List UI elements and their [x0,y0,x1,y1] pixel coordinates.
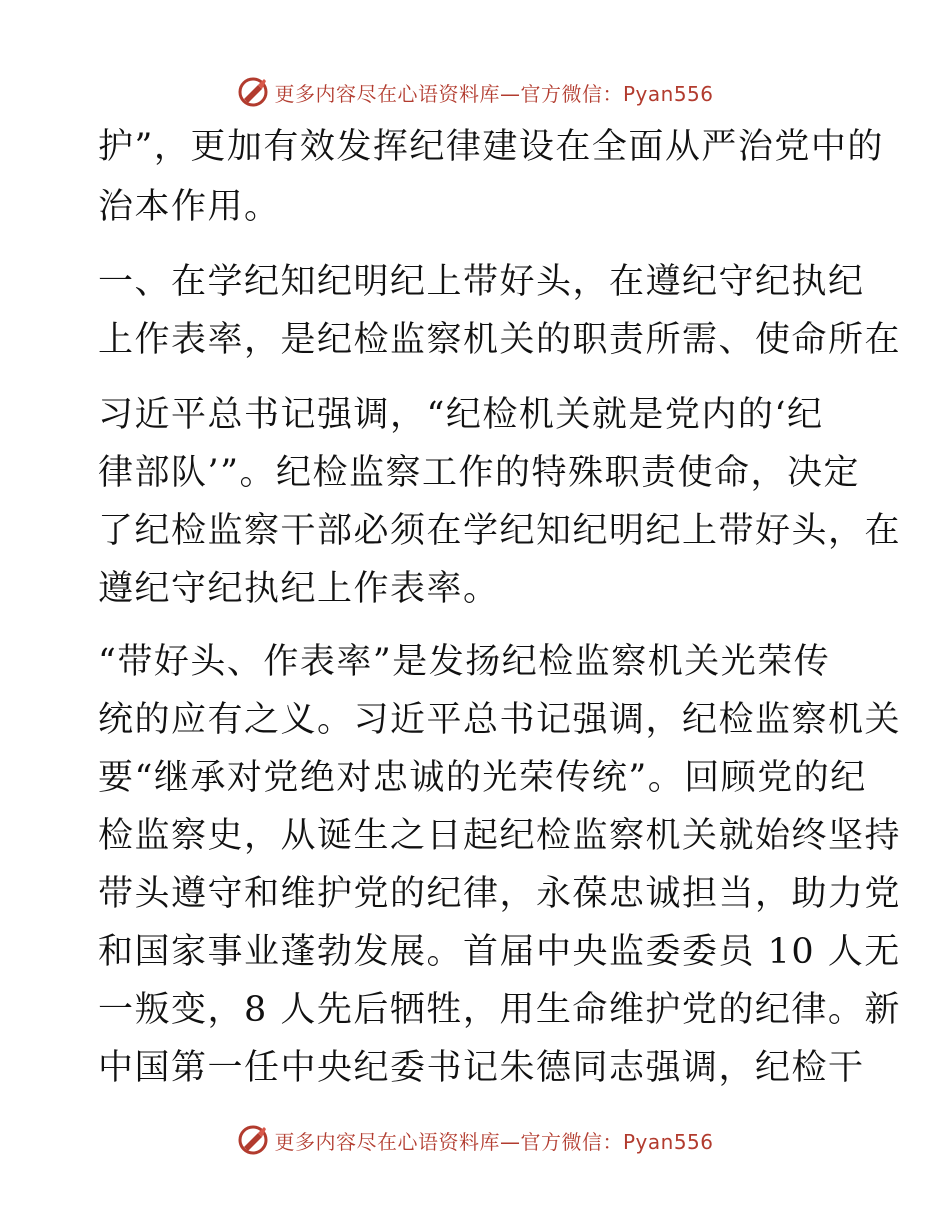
brand-logo-icon [236,1123,270,1157]
text-line-5: 习近平总书记强调，“纪检机关就是党内的‘纪 [98,395,824,435]
text-line-2: 治本作用。 [98,187,281,227]
text-line-10: 统的应有之义。习近平总书记强调，纪检监察机关 [98,700,902,740]
header-brand-text: 更多内容尽在心语资料库 [274,81,500,106]
footer-contact-value: Pyan556 [622,1129,714,1154]
text-line-12: 检监察史，从诞生之日起纪检监察机关就始终坚持 [98,816,902,856]
header-contact-label: 官方微信： [520,81,623,106]
text-line-9: “带好头、作表率”是发扬纪检监察机关光荣传 [98,642,831,682]
text-line-11: 要“继承对党绝对忠诚的光荣传统”。回顾党的纪 [98,758,867,798]
footer-contact-label: 官方微信： [520,1129,623,1154]
header-contact-value: Pyan556 [622,81,714,106]
brand-logo-icon [236,75,270,109]
text-line-3: 一、在学纪知纪明纪上带好头，在遵纪守纪执纪 [98,262,865,302]
text-line-8: 遵纪守纪执纪上作表率。 [98,569,500,609]
footer-brand-text: 更多内容尽在心语资料库 [274,1129,500,1154]
text-line-14: 和国家事业蓬勃发展。首届中央监委委员 10 人无 [98,932,901,972]
text-line-1: 护”，更加有效发挥纪律建设在全面从严治党中的 [98,127,884,167]
header-separator: — [499,81,521,106]
text-line-16: 中国第一任中央纪委书记朱德同志强调，纪检干 [98,1048,865,1088]
footer-separator: — [499,1129,521,1154]
footer-watermark [0,1120,950,1160]
text-line-4: 上作表率，是纪检监察机关的职责所需、使命所在 [98,320,902,360]
text-line-15: 一叛变，8 人先后牺牲，用生命维护党的纪律。新 [98,990,901,1030]
text-line-7: 了纪检监察干部必须在学纪知纪明纪上带好头，在 [98,511,902,551]
text-line-13: 带头遵守和维护党的纪律，永葆忠诚担当，助力党 [98,874,902,914]
text-line-6: 律部队’”。纪检监察工作的特殊职责使命，决定 [98,453,861,493]
header-watermark [0,72,950,112]
